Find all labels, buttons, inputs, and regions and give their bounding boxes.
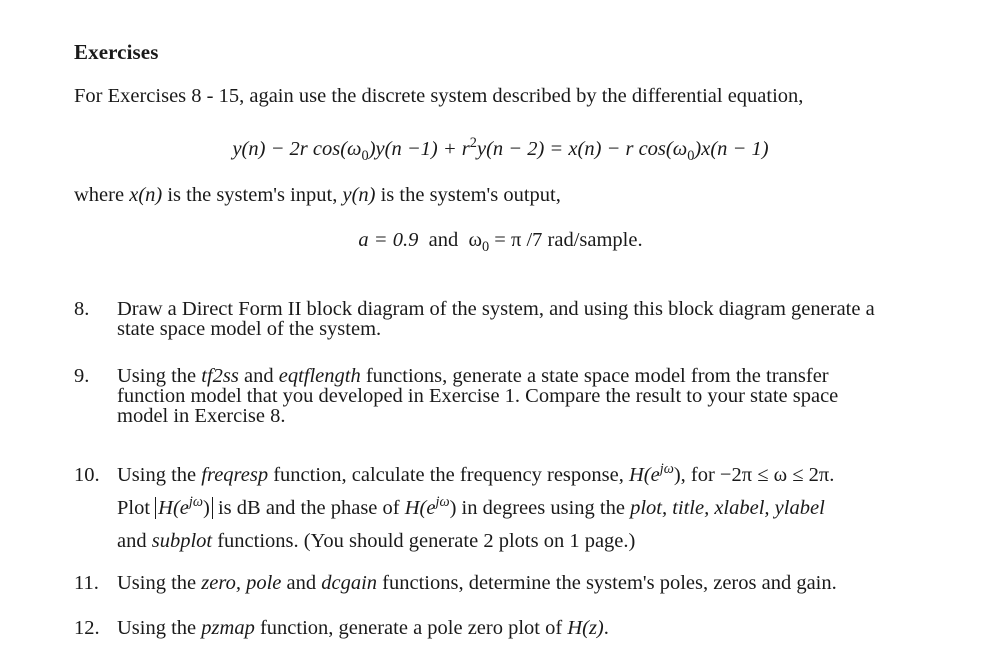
text-run: Using the	[117, 365, 202, 387]
eq1-part-b: )y(n −1) + r	[368, 138, 470, 160]
exercise-8-line-1: Draw a Direct Form II block diagram of the system, and using this block diagram generate a	[117, 298, 875, 320]
text-run: function, generate a pole zero plot of	[254, 617, 568, 639]
text-run: ), for −2π ≤ ω ≤ 2π.	[673, 464, 835, 486]
where-post: is the system's output,	[375, 184, 561, 206]
math-expression: )	[203, 497, 210, 519]
exercise-9-line-2: function model that you developed in Exercise 1. Compare the result to your state space	[117, 385, 839, 407]
function-name: eqtflength	[278, 365, 361, 387]
function-name: tf2ss	[201, 365, 239, 387]
magnitude-bars	[155, 494, 213, 519]
where-x-n: x(n)	[129, 184, 163, 206]
text-run: and	[281, 572, 322, 594]
where-y-n: y(n)	[342, 184, 376, 206]
section-heading: Exercises	[74, 40, 159, 64]
exercise-10-line-1	[117, 459, 947, 492]
eq1-sub-c: 0	[687, 148, 695, 165]
exercise-11-line-1	[117, 572, 947, 595]
math-expression: )	[449, 497, 457, 519]
math-superscript: jω	[188, 494, 204, 511]
parameter-equation	[8, 229, 985, 256]
exercise-12-line-1	[117, 617, 947, 640]
function-name: subplot	[151, 530, 213, 552]
function-name: pzmap	[201, 617, 255, 639]
text-run: functions. (You should generate 2 plots on 1 page.)	[212, 530, 636, 552]
math-expression: H(e	[404, 497, 436, 519]
eq1-part-d: )x(n − 1)	[694, 138, 769, 160]
where-pre: where	[74, 184, 130, 206]
exercise-number: 10.	[74, 464, 100, 486]
exercise-number: 8.	[74, 298, 90, 320]
eq1-part-a: y(n) − 2r cos(ω	[232, 138, 362, 160]
function-name: zero, pole	[201, 572, 282, 594]
where-mid: is the system's input,	[162, 184, 343, 206]
text-run: Using the	[117, 617, 202, 639]
exercise-10-line-3	[117, 525, 947, 558]
eq1-sup-b: 2	[469, 135, 477, 152]
where-paragraph	[74, 184, 561, 207]
text-run: Plot	[117, 497, 156, 519]
math-expression: H(e	[628, 464, 660, 486]
text-run: functions, determine the system's poles, zeros and gain.	[377, 572, 837, 594]
function-name: plot, title, xlabel, ylabel	[630, 497, 825, 519]
text-run: functions, generate a state space model from the transfer	[360, 365, 829, 387]
intro-paragraph: For Exercises 8 - 15, again use the discrete system described by the differential equation,	[74, 85, 804, 107]
text-run: .	[603, 617, 609, 639]
exercise-number: 11.	[74, 572, 99, 594]
exercise-number: 9.	[74, 365, 90, 387]
exercise-10-line-2	[117, 492, 947, 525]
text-run: function, calculate the frequency response,	[268, 464, 629, 486]
exercise-9-line-1	[117, 366, 947, 386]
eq2-sub: 0	[481, 239, 490, 256]
text-run: and	[117, 530, 152, 552]
text-run: Using the	[117, 464, 202, 486]
exercise-9-line-3: model in Exercise 8.	[117, 405, 286, 427]
difference-equation	[8, 135, 985, 165]
text-run: and	[238, 365, 279, 387]
math-superscript: jω	[435, 494, 450, 511]
eq1-part-c: y(n − 2) = x(n) − r cos(ω	[476, 138, 688, 160]
function-name: freqresp	[201, 464, 269, 486]
exercise-8-line-2: state space model of the system.	[117, 318, 382, 340]
math-superscript: jω	[659, 461, 674, 478]
eq2-a-part: a = 0.9	[358, 229, 419, 251]
math-expression: H(z)	[567, 617, 604, 639]
text-run: is dB and the phase of	[212, 497, 405, 519]
eq2-omega: ω	[468, 229, 482, 251]
eq1-sub-a: 0	[361, 148, 369, 165]
function-name: dcgain	[321, 572, 378, 594]
exercise-number: 12.	[74, 617, 100, 639]
eq2-and: and	[428, 229, 459, 251]
eq2-rest: = π /7 rad/sample.	[489, 229, 643, 251]
text-run: in degrees using the	[456, 497, 631, 519]
math-expression: H(e	[158, 497, 189, 519]
text-run: Using the	[117, 572, 202, 594]
